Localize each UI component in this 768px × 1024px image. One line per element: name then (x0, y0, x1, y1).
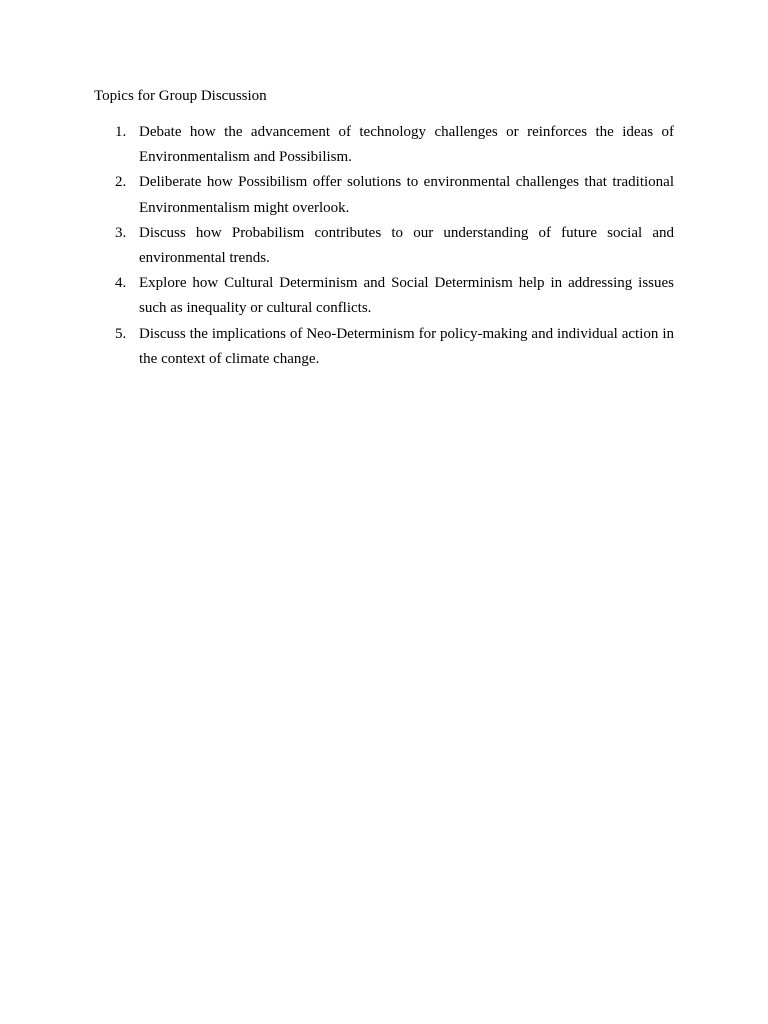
list-item-text: Explore how Cultural Determinism and Social Determinism help in addressing issues such as inequality or cultural conflicts. (139, 275, 674, 317)
list-item (94, 221, 674, 271)
topic-list (94, 120, 674, 372)
list-item-text: Debate how the advancement of technology challenges or reinforces the ideas of Environmentalism and Possibilism. (139, 124, 674, 166)
list-item (94, 271, 674, 321)
list-item-number: 4. (115, 275, 127, 292)
list-item-number: 5. (115, 325, 127, 342)
list-item-text: Deliberate how Possibilism offer solutions to environmental challenges that traditional Environmentalism might overlook. (139, 174, 674, 216)
list-item (94, 170, 674, 220)
list-item-number: 3. (115, 224, 127, 241)
list-item (94, 322, 674, 372)
section-heading: Topics for Group Discussion (94, 88, 267, 104)
list-item-number: 2. (115, 174, 127, 191)
list-item-text: Discuss how Probabilism contributes to our understanding of future social and environmental trends. (139, 224, 674, 267)
list-item (94, 120, 674, 170)
list-item-number: 1. (115, 124, 127, 140)
list-item-text: Discuss the implications of Neo-Determinism for policy-making and individual action in the context of climate change. (139, 325, 674, 367)
